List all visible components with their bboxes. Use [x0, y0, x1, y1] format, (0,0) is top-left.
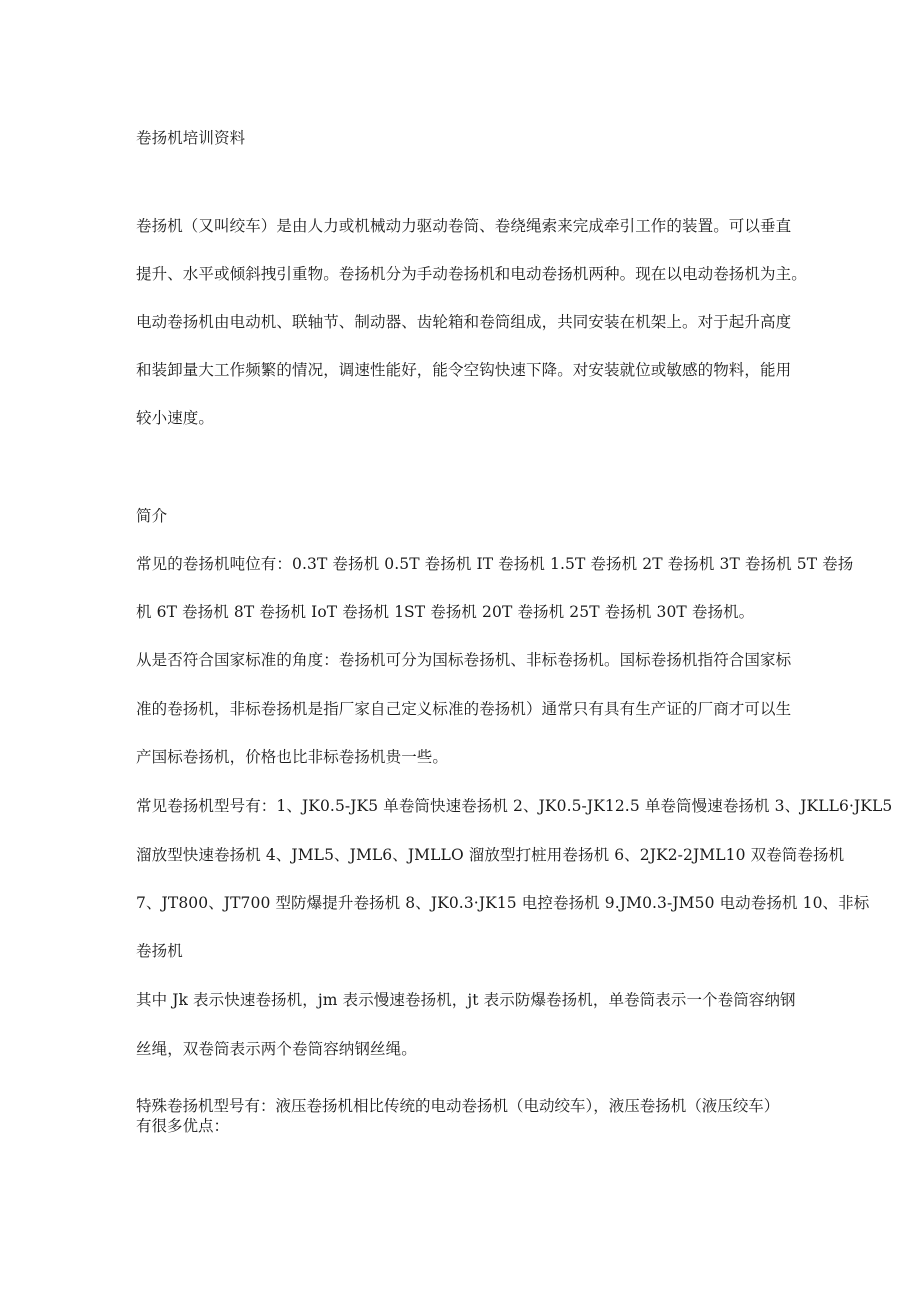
special-line-2: 有很多优点： — [136, 1117, 230, 1135]
document-title: 卷扬机培训资料 — [136, 129, 246, 147]
intro-line-4: 和装卸量大工作频繁的情况，调速性能好，能令空钩快速下降。对安装就位或敏感的物料，能用 — [136, 361, 792, 379]
intro-line-2: 提升、水平或倾斜拽引重物。卷扬机分为手动卷扬机和电动卷扬机两种。现在以电动卷扬机为主。 — [136, 265, 807, 283]
standard-line-3: 产国标卷扬机，价格也比非标卷扬机贵一些。 — [136, 748, 449, 766]
model-line-4: 卷扬机 — [136, 942, 183, 960]
tonnage-line-2: 机 6T 卷扬机 8T 卷扬机 IoT 卷扬机 1ST 卷扬机 20T 卷扬机 25T 卷扬机 30T 卷扬机。 — [136, 603, 755, 621]
intro-line-1: 卷扬机（又叫绞车）是由人力或机械动力驱动卷筒、卷绕绳索来完成牵引工作的装置。可以垂直 — [136, 217, 792, 235]
standard-line-2: 准的卷扬机，非标卷扬机是指厂家自己定义标准的卷扬机）通常只有具有生产证的厂商才可以生 — [136, 700, 792, 718]
special-paragraph — [136, 1096, 786, 1136]
intro-line-3: 电动卷扬机由电动机、联轴节、制动器、齿轮箱和卷筒组成，共同安装在机架上。对于起升高度 — [136, 313, 792, 331]
model-line-1: 常见卷扬机型号有：1、JK0.5-JK5 单卷筒快速卷扬机 2、JK0.5-JK12.5 单卷筒慢速卷扬机 3、JKLL6·JKL5 — [136, 797, 893, 815]
model-line-3: 7、JT800、JT700 型防爆提升卷扬机 8、JK0.3·JK15 电控卷扬机 9.JM0.3-JM50 电动卷扬机 10、非标 — [136, 894, 870, 912]
special-line-1: 特殊卷扬机型号有：液压卷扬机相比传统的电动卷扬机（电动绞车），液压卷扬机（液压绞车） — [136, 1097, 780, 1115]
model-line-2: 溜放型快速卷扬机 4、JML5、JML6、JMLLO 溜放型打桩用卷扬机 6、2JK2-2JML10 双卷筒卷扬机 — [136, 846, 845, 864]
section-heading: 简介 — [136, 507, 168, 525]
standard-line-1: 从是否符合国家标准的角度：卷扬机可分为国标卷扬机、非标卷扬机。国标卷扬机指符合国家标 — [136, 651, 792, 669]
intro-line-5: 较小速度。 — [136, 409, 215, 427]
abbrev-line-1: 其中 Jk 表示快速卷扬机，jm 表示慢速卷扬机，jt 表示防爆卷扬机，单卷筒表示一个卷筒容纳钢 — [136, 991, 796, 1009]
abbrev-line-2: 丝绳，双卷筒表示两个卷筒容纳钢丝绳。 — [136, 1040, 417, 1058]
tonnage-line-1: 常见的卷扬机吨位有：0.3T 卷扬机 0.5T 卷扬机 IT 卷扬机 1.5T 卷扬机 2T 卷扬机 3T 卷扬机 5T 卷扬 — [136, 555, 854, 573]
